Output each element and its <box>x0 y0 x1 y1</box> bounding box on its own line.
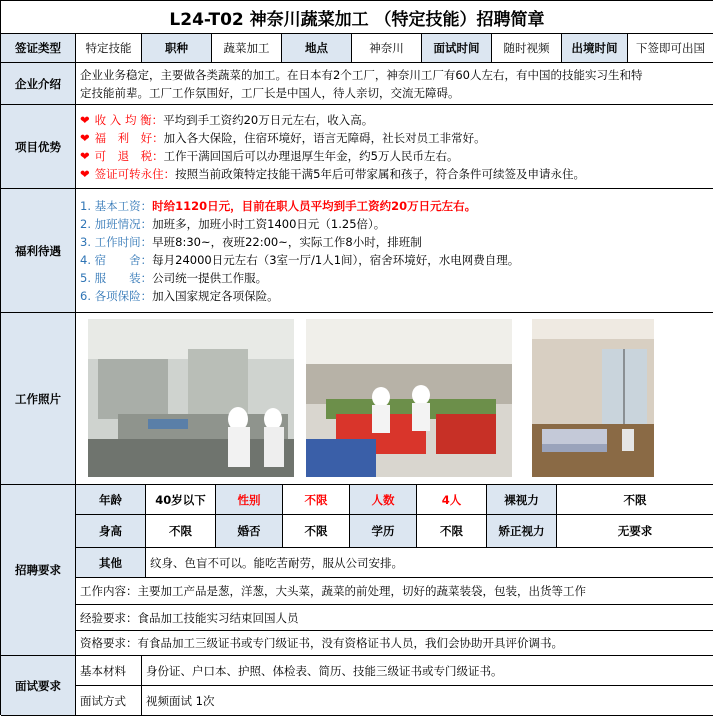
advantage-text: 加入各大保险，住宿环境好，语言无障碍，社长对员工非常好。 <box>163 130 486 145</box>
marital-value: 不限 <box>283 515 350 548</box>
welfare-num: 3. <box>80 234 91 249</box>
work-photos-label: 工作照片 <box>1 313 76 485</box>
welfare-text: 加班多，加班小时工资1400日元（1.25倍）。 <box>152 216 386 231</box>
qualification-requirement: 资格要求：有食品加工三级证书或专门级证书，没有资格证书人员，我们会协助开具评价调书。 <box>76 631 713 656</box>
work-content: 工作内容：主要加工产品是葱，洋葱，大头菜，蔬菜的前处理，切好的蔬菜装袋，包装，出货等工作 <box>76 578 713 605</box>
location-value: 神奈川 <box>352 34 422 63</box>
company-intro-line: 企业业务稳定，主要做各类蔬菜的加工。在日本有2个工厂，神奈川工厂有60人左右，有中国的技能实习生和特 <box>80 67 643 82</box>
visa-type-value: 特定技能 <box>76 34 142 63</box>
depart-time-value: 下签即可出国 <box>628 34 713 63</box>
naked-vision-value: 不限 <box>557 485 713 515</box>
welfare-num: 4. <box>80 252 91 267</box>
welfare-item <box>80 197 476 215</box>
advantage-item <box>80 129 486 147</box>
company-intro-text <box>76 63 713 105</box>
location-label: 地点 <box>282 34 352 63</box>
interview-requirements-label: 面试要求 <box>1 656 76 716</box>
gender-label: 性别 <box>216 485 283 515</box>
heart-icon: ❤ <box>80 166 90 181</box>
advantage-key: 签证可转永住： <box>94 166 176 181</box>
interview-time-value: 随时视频 <box>492 34 562 63</box>
advantage-key: 可 退 税： <box>94 148 164 163</box>
welfare-text: 加入国家规定各项保险。 <box>152 288 279 303</box>
age-value: 40岁以下 <box>146 485 216 515</box>
interview-method-value: 视频面试 1次 <box>142 686 713 716</box>
advantage-text: 按照当前政策特定技能干满5年后可带家属和孩子，符合条件可续签及申请永住。 <box>175 166 585 181</box>
gender-value: 不限 <box>283 485 350 515</box>
education-label: 学历 <box>350 515 417 548</box>
welfare-key: 加班情况： <box>94 216 153 231</box>
welfare-key: 各项保险： <box>94 288 153 303</box>
company-intro-label: 企业介绍 <box>1 63 76 105</box>
welfare-key: 服 装： <box>94 270 153 285</box>
heart-icon: ❤ <box>80 112 90 127</box>
welfare-num: 1. <box>80 198 91 213</box>
welfare-text: 每月24000日元左右（3室一厅/1人1间），宿舍环境好，水电网费自理。 <box>152 252 520 267</box>
job-type-label: 职种 <box>142 34 212 63</box>
corrected-vision-value: 无要求 <box>557 515 713 548</box>
page-title: L24-T02 神奈川蔬菜加工 （特定技能）招聘简章 <box>1 1 713 34</box>
welfare-item <box>80 251 519 269</box>
depart-time-label: 出境时间 <box>562 34 628 63</box>
interview-time-label: 面试时间 <box>422 34 492 63</box>
welfare-text: 时给1120日元，目前在职人员平均到手工资约20万日元左右。 <box>152 198 477 213</box>
company-intro-line: 定技能前辈。工厂工作氛围好，工厂长是中国人，待人亲切，交流无障碍。 <box>80 85 460 100</box>
project-advantages-list <box>76 105 713 189</box>
dormitory-photo <box>532 319 654 477</box>
welfare-key: 工作时间： <box>94 234 153 249</box>
welfare-text: 早班8:30~，夜班22:00~，实际工作8小时，排班制 <box>152 234 422 249</box>
corrected-vision-label: 矫正视力 <box>487 515 557 548</box>
welfare-key: 基本工资： <box>94 198 153 213</box>
materials-value: 身份证、户口本、护照、体检表、简历、技能三级证书或专门级证书。 <box>142 656 713 686</box>
welfare-num: 6. <box>80 288 91 303</box>
welfare-item <box>80 269 267 287</box>
welfare-num: 5. <box>80 270 91 285</box>
job-type-value: 蔬菜加工 <box>212 34 282 63</box>
advantage-item <box>80 147 458 165</box>
welfare-num: 2. <box>80 216 91 231</box>
education-value: 不限 <box>417 515 487 548</box>
height-value: 不限 <box>146 515 216 548</box>
other-value: 纹身、色盲不可以。能吃苦耐劳，服从公司安排。 <box>146 548 713 578</box>
welfare-item <box>80 215 385 233</box>
advantage-item <box>80 111 373 129</box>
heart-icon: ❤ <box>80 130 90 145</box>
factory-photo-1 <box>88 319 294 477</box>
heart-icon: ❤ <box>80 148 90 163</box>
marital-label: 婚否 <box>216 515 283 548</box>
experience-requirement: 经验要求：食品加工技能实习结束回国人员 <box>76 605 713 631</box>
advantage-key: 福 利 好： <box>94 130 164 145</box>
welfare-text: 公司统一提供工作服。 <box>152 270 268 285</box>
age-label: 年龄 <box>76 485 146 515</box>
headcount-label: 人数 <box>350 485 417 515</box>
project-advantages-label: 项目优势 <box>1 105 76 189</box>
height-label: 身高 <box>76 515 146 548</box>
welfare-item <box>80 287 279 305</box>
advantage-item <box>80 165 585 183</box>
materials-label: 基本材料 <box>76 656 142 686</box>
welfare-label: 福利待遇 <box>1 189 76 313</box>
requirements-label: 招聘要求 <box>1 485 76 656</box>
other-label: 其他 <box>76 548 146 578</box>
welfare-key: 宿 舍： <box>94 252 153 267</box>
advantage-text: 工作干满回国后可以办理退厚生年金，约5万人民币左右。 <box>163 148 459 163</box>
headcount-value: 4人 <box>417 485 487 515</box>
visa-type-label: 签证类型 <box>1 34 76 63</box>
naked-vision-label: 裸视力 <box>487 485 557 515</box>
advantage-text: 平均到手工资约20万日元左右，收入高。 <box>163 112 374 127</box>
factory-photo-2 <box>306 319 512 477</box>
interview-method-label: 面试方式 <box>76 686 142 716</box>
welfare-list <box>76 189 713 313</box>
welfare-item <box>80 233 422 251</box>
advantage-key: 收 入 均 衡： <box>94 112 164 127</box>
